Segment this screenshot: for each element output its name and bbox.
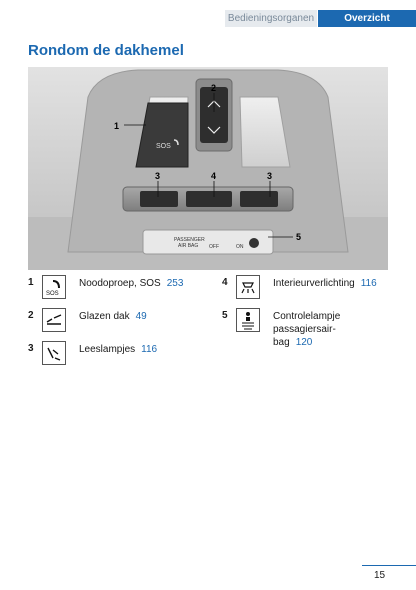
legend-text: Controlelampje passagiersair- bag 120 (273, 311, 341, 348)
legend-item-2 (28, 308, 208, 334)
legend-item-3 (28, 341, 208, 367)
callout-3-right: 3 (267, 171, 273, 181)
legend-number: 5 (222, 310, 228, 321)
legend (28, 275, 388, 375)
sunroof-icon (42, 308, 66, 332)
legend-text: Noodoproep, SOS 253 (79, 278, 184, 289)
passenger-label-line2: AIR BAG (178, 243, 199, 249)
header-active-tab: Overzicht (318, 10, 416, 27)
footer-rule (362, 565, 416, 566)
sos-button-label: SOS (156, 143, 171, 150)
svg-text:SOS: SOS (46, 291, 59, 297)
legend-number: 1 (28, 277, 34, 288)
page-reference-link[interactable]: 116 (360, 278, 377, 289)
legend-text: Glazen dak 49 (79, 311, 147, 322)
interior-light-icon (236, 275, 260, 299)
page-number: 15 (374, 570, 386, 581)
passenger-label-line1: PASSENGER (174, 237, 205, 243)
header-section-label: Bedieningsorganen (225, 10, 317, 27)
callout-4: 4 (211, 171, 217, 181)
page-reference-link[interactable]: 49 (135, 311, 147, 322)
page-reference-link[interactable]: 253 (166, 278, 184, 289)
legend-text: Interieurverlichting 116 (273, 278, 377, 289)
callout-1: 1 (114, 121, 120, 131)
legend-item-1 (28, 275, 208, 301)
overhead-console-photo (28, 67, 388, 270)
page-title: Rondom de dakhemel (28, 42, 184, 59)
legend-text: Leeslampjes 116 (79, 344, 158, 355)
airbag-on-label: ON (236, 244, 244, 250)
legend-number: 3 (28, 343, 34, 354)
callout-2: 2 (211, 83, 217, 93)
passenger-airbag-lamp-icon (236, 308, 260, 332)
page-reference-link[interactable]: 120 (295, 337, 313, 348)
page-header (0, 10, 416, 27)
sos-phone-icon (42, 275, 66, 299)
legend-number: 2 (28, 310, 34, 321)
legend-number: 4 (222, 277, 228, 288)
legend-item-4 (222, 275, 388, 301)
page-reference-link[interactable]: 116 (141, 344, 158, 355)
callout-5: 5 (296, 232, 302, 242)
callout-3-left: 3 (155, 171, 161, 181)
reading-light-icon (42, 341, 66, 365)
legend-item-5 (222, 308, 388, 348)
airbag-off-label: OFF (209, 244, 219, 250)
